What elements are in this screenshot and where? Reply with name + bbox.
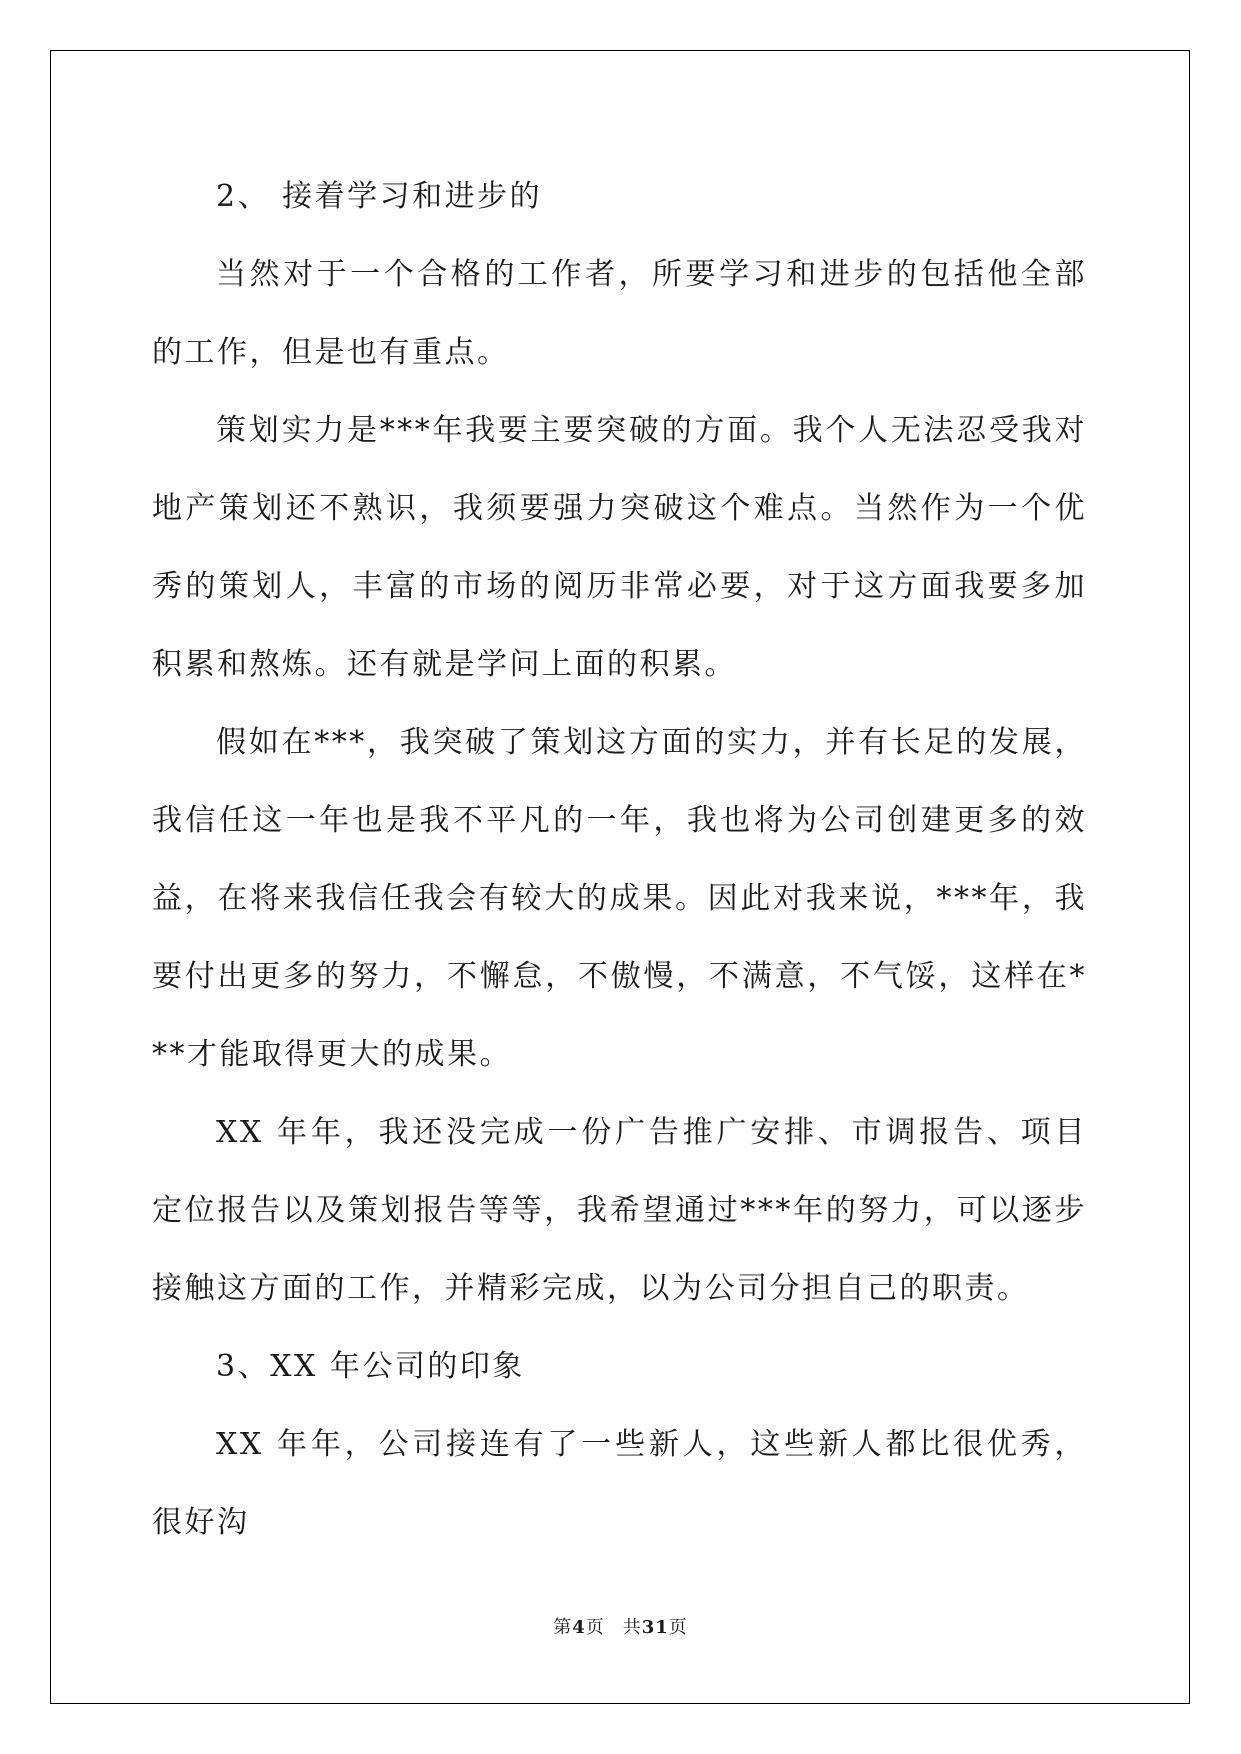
current-page-number: 4 xyxy=(572,1617,586,1638)
footer-total-suffix: 页 xyxy=(668,1617,688,1638)
body-paragraph: 策划实力是***年我要主要突破的方面。我个人无法忍受我对地产策划还不熟识，我须要强力突破这个难点。当然作为一个优秀的策划人，丰富的市场的阅历非常必要，对于这方面我要多加积累和熬炼。还有就是学问上面的积累。 xyxy=(152,413,1087,682)
footer-total-prefix: 共 xyxy=(622,1617,642,1638)
total-page-count: 31 xyxy=(641,1617,669,1638)
footer-prefix: 第 xyxy=(553,1617,573,1638)
document-body xyxy=(152,158,1087,1562)
body-paragraph: XX 年年，我还没完成一份广告推广安排、市调报告、项目定位报告以及策划报告等等，我希望通过***年的努力，可以逐步接触这方面的工作，并精彩完成，以为公司分担自己的职责。 xyxy=(152,1115,1087,1306)
page-footer xyxy=(0,1613,1241,1639)
footer-page-suffix: 页 xyxy=(585,1617,605,1638)
body-paragraph: 当然对于一个合格的工作者，所要学习和进步的包括他全部的工作，但是也有重点。 xyxy=(152,257,1087,370)
body-paragraph: 假如在***，我突破了策划这方面的实力，并有长足的发展，我信任这一年也是我不平凡的一年，我也将为公司创建更多的效益，在将来我信任我会有较大的成果。因此对我来说，***年，我要付出更多的努力，不懈怠，不傲慢，不满意，不气馁，这样在***才能取得更大的成果。 xyxy=(152,725,1087,1072)
body-paragraph: XX 年年，公司接连有了一些新人，这些新人都比很优秀，很好沟 xyxy=(152,1427,1087,1540)
section-heading-2: 2、 接着学习和进步的 xyxy=(216,179,543,214)
section-heading-3: 3、XX 年公司的印象 xyxy=(216,1349,525,1384)
